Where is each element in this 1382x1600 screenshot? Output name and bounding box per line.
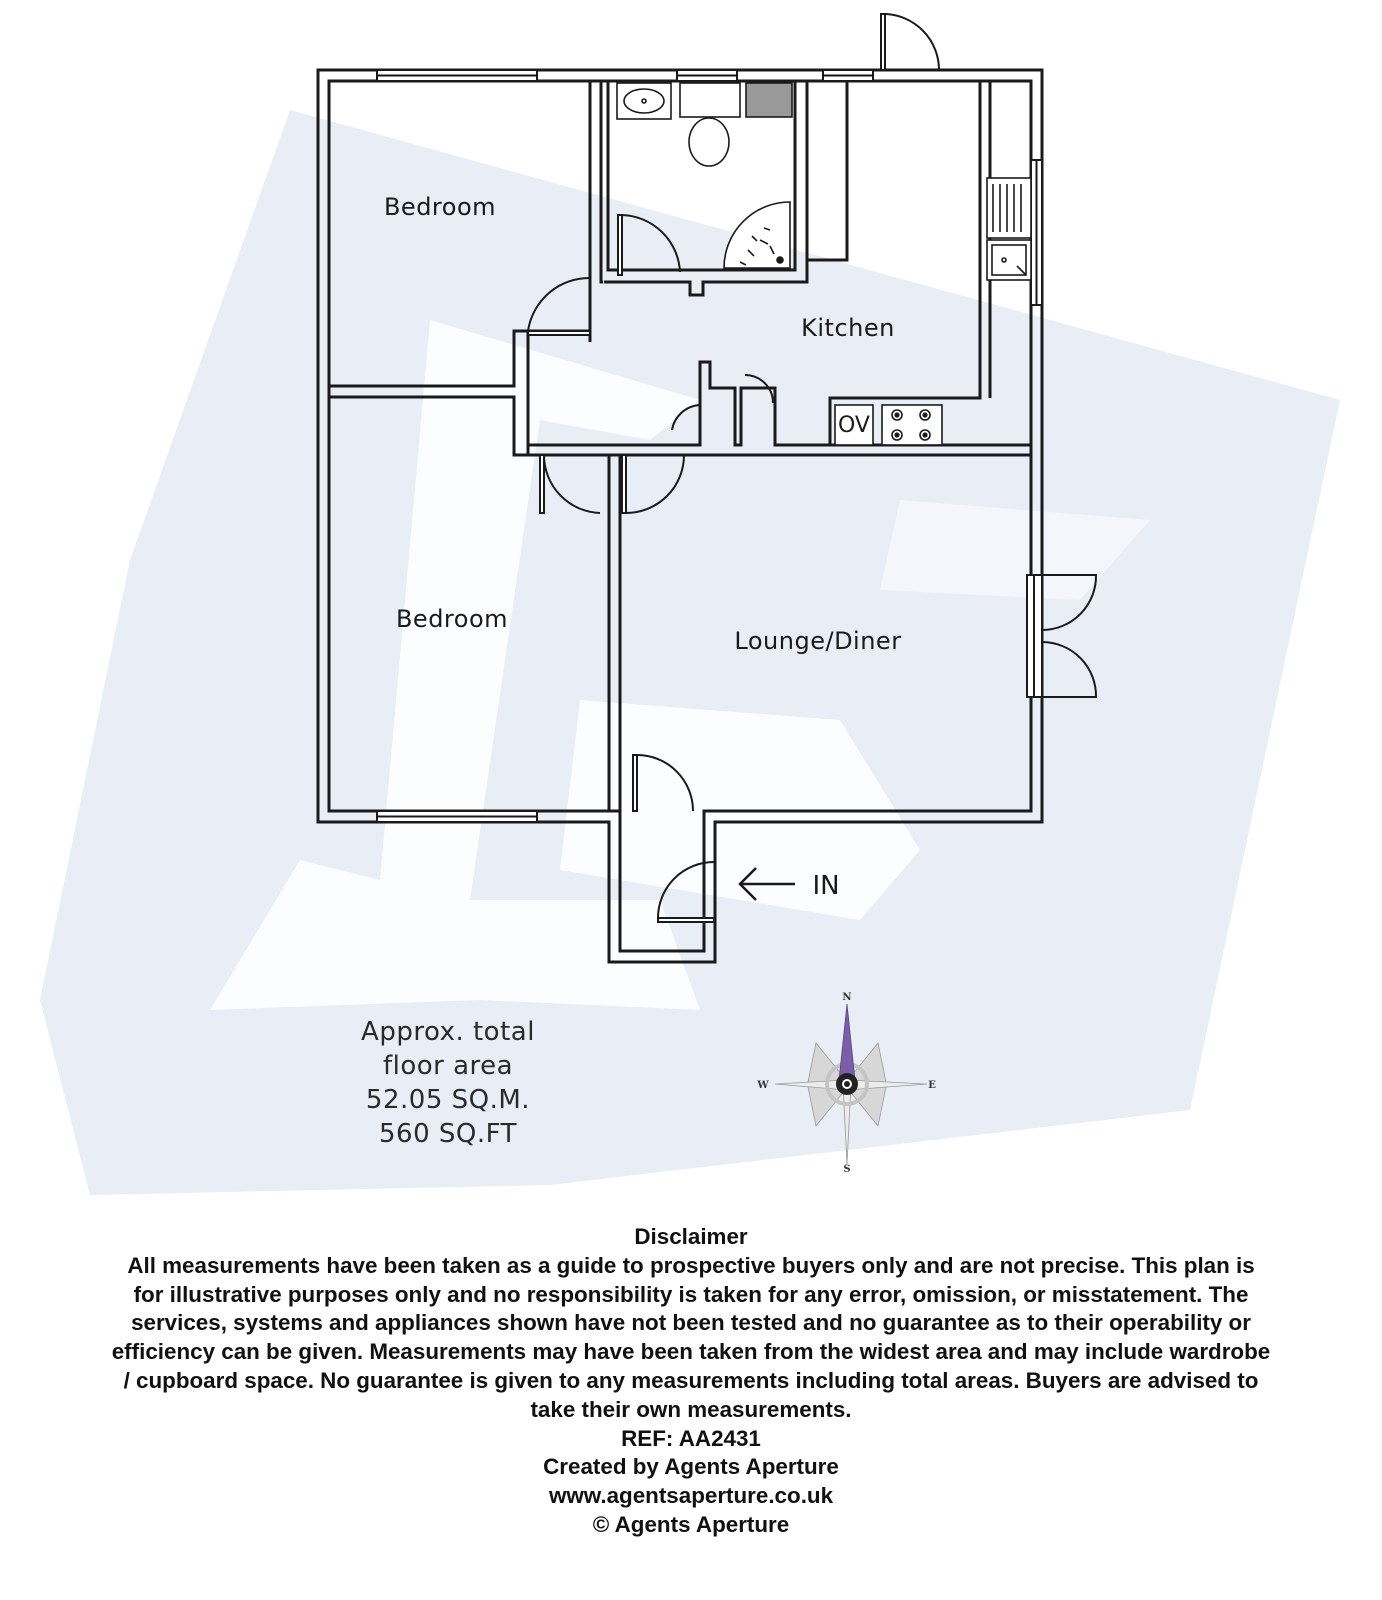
disclaimer-line: All measurements have been taken as a guide to prospective buyers only and are not precise. This plan is [127,1252,1255,1278]
disclaimer-line: / cupboard space. No guarantee is given to any measurements including total areas. Buyers are advised to [123,1367,1259,1393]
website-text: www.agentsaperture.co.uk [548,1483,834,1509]
copyright-text: © Agents Aperture [592,1511,790,1537]
room-label-lounge-diner: Lounge/Diner [734,627,902,655]
compass-south-label: S [843,1164,851,1175]
watermark-logo [40,110,1340,1195]
area-line-2: floor area [382,1051,514,1081]
creator-credit: Created by Agents Aperture [543,1454,839,1480]
area-line-4: 560 SQ.FT [378,1119,518,1149]
area-line-1: Approx. total [361,1017,535,1047]
room-label-bedroom-1: Bedroom [383,193,497,221]
compass-east-label: E [928,1080,936,1091]
room-label-bedroom-2: Bedroom [395,605,509,633]
entrance-label: IN [812,871,840,901]
room-label-kitchen: Kitchen [801,314,895,342]
disclaimer-title: Disclaimer [634,1224,748,1249]
disclaimer-block [0,1223,1382,1540]
toilet-icon [689,118,729,166]
compass-west-label: W [757,1080,769,1091]
compass-north-label: N [842,992,852,1003]
oven-label: OV [838,413,870,438]
disclaimer-line: for illustrative purposes only and no responsibility is taken for any error, omission, or misstatement. The [133,1281,1249,1307]
toilet-cistern-icon [680,83,740,117]
hob-icon [882,405,942,445]
area-line-3: 52.05 SQ.M. [365,1085,531,1115]
disclaimer-line: take their own measurements. [530,1396,852,1422]
disclaimer-line: efficiency can be given. Measurements may have been taken from the widest area and may include wardrobe [111,1339,1271,1365]
storage-unit-icon [746,83,792,117]
disclaimer-line: services, systems and appliances shown have not been tested and no guarantee as to their operability or [131,1310,1251,1336]
reference-number: REF: AA2431 [621,1425,761,1451]
